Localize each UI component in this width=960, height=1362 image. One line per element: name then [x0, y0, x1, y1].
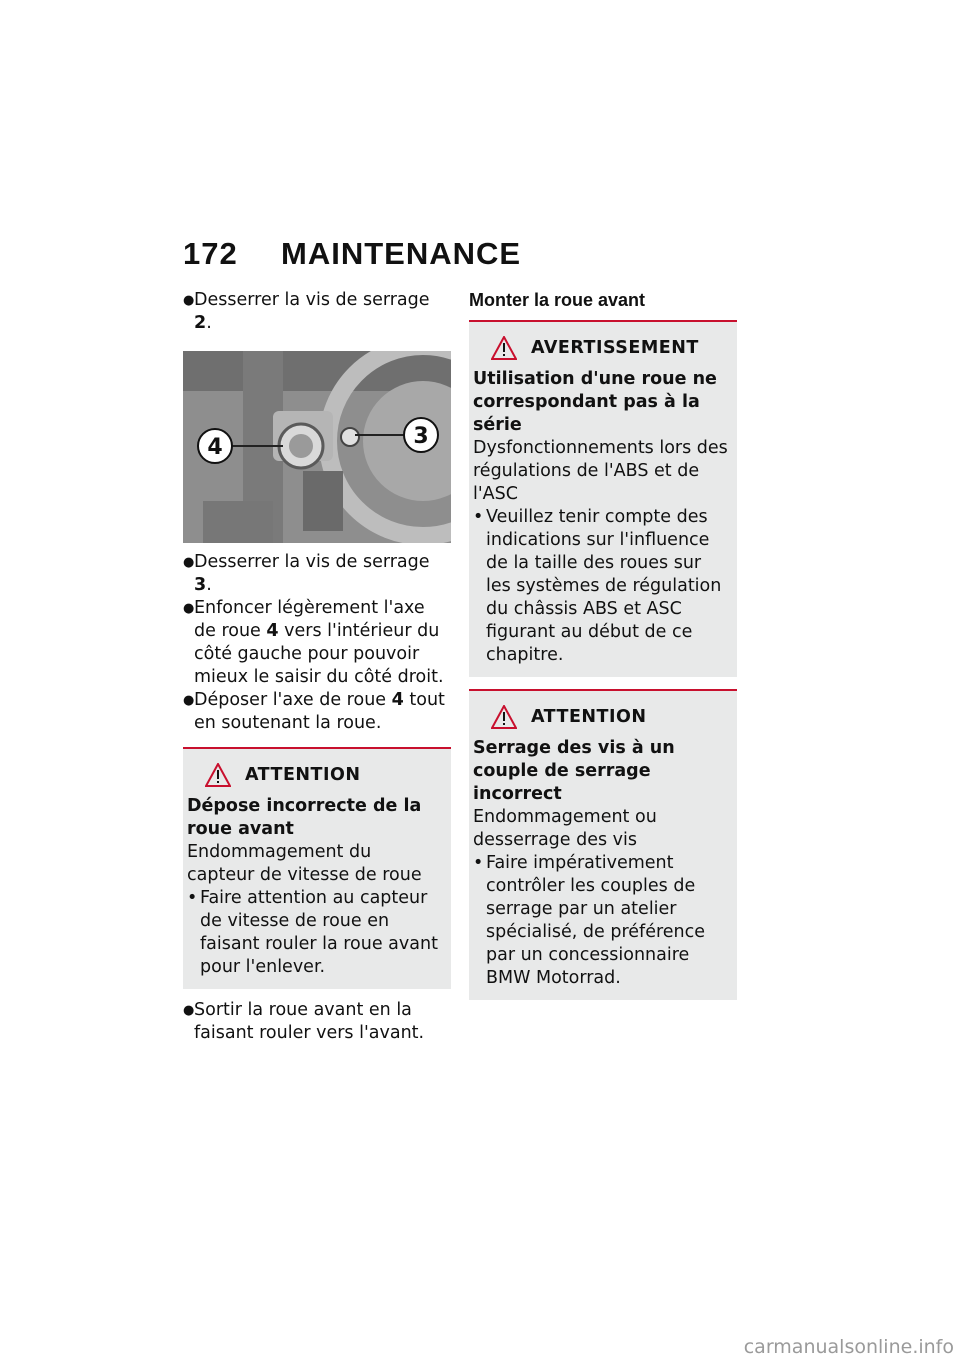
page-number: 172 [183, 236, 238, 271]
bullet-icon: • [473, 507, 484, 527]
bullet-icon: ● [183, 1003, 195, 1018]
attention-label: ATTENTION [245, 765, 361, 785]
callout-4: 4 [207, 435, 223, 460]
bullet-icon: ● [183, 601, 195, 616]
attention-box-torque [469, 689, 737, 1000]
callout-3: 3 [413, 424, 429, 449]
attention-title: Dépose incorrecte de la roue avant [187, 796, 422, 839]
bullet-icon: ● [183, 293, 195, 308]
install-section-title: Monter la roue avant [469, 290, 646, 310]
wheel-axle-illustration [183, 351, 451, 543]
step-push-axle: ● Enfoncer légèrement l'axe de roue 4 vers l'intérieur du côté gauche pour pouvoir mieux le saisir du côté droit. [183, 598, 444, 687]
warning-title: Utilisation d'une roue ne correspondant pas à la série [473, 369, 717, 435]
wheel-axle-photo [183, 351, 451, 543]
bullet-icon: ● [183, 693, 195, 708]
page-header [183, 236, 521, 272]
attention-title: Serrage des vis à un couple de serrage incorrect [473, 738, 675, 804]
warning-triangle-icon [205, 763, 231, 787]
bullet-icon: • [187, 888, 198, 908]
warning-header [473, 336, 729, 360]
section-title: MAINTENANCE [281, 236, 522, 271]
warning-bullet: • Veuillez tenir compte des indications sur l'influence de la taille des roues sur les systèmes de régulation du châssis ABS et ASC figurant au début de ce chapitre. [473, 507, 722, 665]
attention-text: Endommagement du capteur de vitesse de roue [187, 842, 422, 885]
bullet-icon: ● [183, 555, 195, 570]
left-column [183, 289, 451, 1045]
warning-box [469, 320, 737, 677]
attention-box-removal [183, 747, 451, 989]
attention-header [473, 705, 729, 729]
warning-triangle-icon [491, 336, 517, 360]
warning-triangle-icon [491, 705, 517, 729]
right-column [469, 289, 737, 1010]
attention-label: ATTENTION [531, 707, 647, 727]
warning-label: AVERTISSEMENT [531, 338, 699, 358]
warning-text: Dysfonctionnements lors des régulations de l'ABS et de l'ASC [473, 438, 728, 504]
attention-bullet: • Faire impérativement contrôler les couples de serrage par un atelier spécialisé, de préférence par un concessionnaire BMW Motorrad. [473, 853, 706, 988]
step-loosen-screw-3: ● Desserrer la vis de serrage 3. [183, 552, 430, 595]
step-roll-wheel-out: ● Sortir la roue avant en la faisant rouler vers l'avant. [183, 1000, 425, 1043]
attention-header [187, 763, 443, 787]
step-remove-axle: ● Déposer l'axe de roue 4 tout en soutenant la roue. [183, 690, 445, 733]
attention-text: Endommagement ou desserrage des vis [473, 807, 657, 850]
attention-bullet: • Faire attention au capteur de vitesse de roue en faisant rouler la roue avant pour l'enlever. [187, 888, 438, 977]
bullet-icon: • [473, 853, 484, 873]
watermark: carmanualsonline.info [743, 1336, 954, 1358]
step-loosen-screw-2: ● Desserrer la vis de serrage 2. [183, 290, 430, 333]
